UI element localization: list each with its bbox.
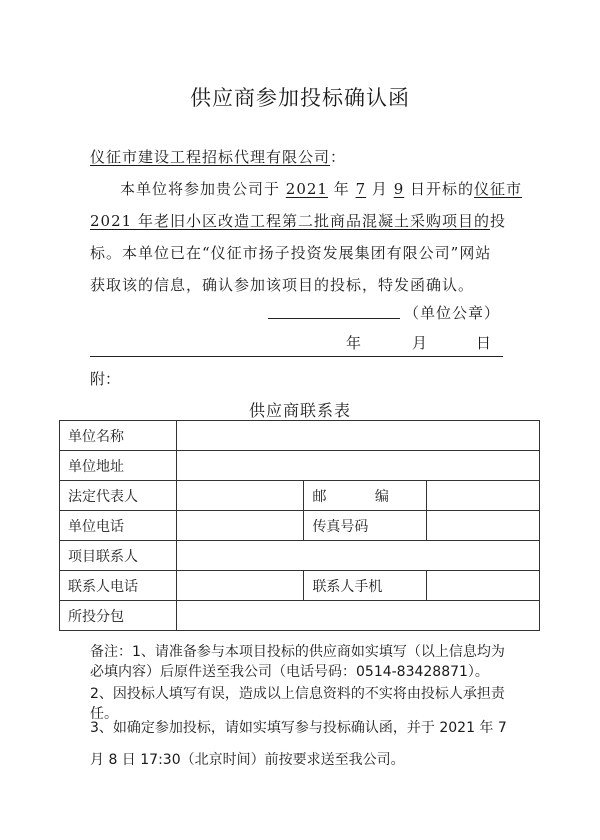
addressee-suffix: ： [330,148,347,166]
body-text: 日开标的 [410,180,475,198]
month-unit: 月 [371,180,388,198]
row-label: 所投分包 [60,601,177,631]
open-day: 9 [393,180,405,198]
addressee-name: 仪征市建设工程招标代理有限公司 [90,148,331,166]
year-unit: 年 [333,180,350,198]
seal-signature-line [268,318,400,319]
project-name-part-1: 仪征市 [474,180,523,198]
contact-mobile-field[interactable] [427,571,540,601]
legal-rep-field[interactable] [176,481,304,511]
note-1-line-1: 备注：1、请准备参与本项目投标的供应商如实填写（以上信息均为 [90,644,505,660]
body-line-2 [90,210,510,231]
table-title: 供应商联系表 [248,401,351,420]
lot-field[interactable] [176,601,539,631]
row-label: 单位名称 [60,421,177,451]
body-text: 投 [489,212,506,230]
table-row [60,451,540,481]
unit-address-field[interactable] [176,451,539,481]
body-line-3: 标。本单位已在“仪征市扬子投资发展集团有限公司”网站 [90,244,492,262]
date-year-label: 年 [346,334,362,352]
table-row [60,571,540,601]
body-line-4: 获取该的信息，确认参加该项目的投标，特发函确认。 [90,276,475,294]
open-year: 2021 [285,180,328,198]
row-label: 联系人电话 [60,571,177,601]
body-line-1 [120,178,540,199]
row-label: 法定代表人 [60,481,177,511]
row-label-2: 联系人手机 [304,571,427,601]
table-row [60,481,540,511]
row-label-2: 邮 编 [304,481,427,511]
postcode-field[interactable] [427,481,540,511]
table-row [60,541,540,571]
note-3-line-2: 月 8 日 17:30（北京时间）前按要求送至我公司。 [90,752,405,768]
contact-phone-field[interactable] [176,571,304,601]
row-label: 项目联系人 [60,541,177,571]
table-row [60,601,540,631]
project-name-part-2: 2021 年老旧小区改造工程第二批商品混凝土采购项目的 [90,212,490,230]
table-row [60,511,540,541]
table-row [60,421,540,451]
attachment-label: 附： [90,370,121,388]
note-2-line-1: 2、因投标人填写有误，造成以上信息资料的不实将由投标人承担责 [90,686,505,702]
supplier-contact-table [59,420,540,631]
date-day-label: 日 [476,334,492,352]
row-label: 单位电话 [60,511,177,541]
note-1-line-2: 必填内容）后原件送至我公司（电话号码：0514-83428871）。 [90,664,489,680]
open-month: 7 [355,180,367,198]
document-title: 供应商参加投标确认函 [190,86,410,110]
divider [90,356,503,357]
addressee [90,146,346,167]
unit-phone-field[interactable] [176,511,304,541]
project-contact-field[interactable] [176,541,539,571]
unit-name-field[interactable] [176,421,539,451]
body-text: 本单位将参加贵公司于 [120,180,281,198]
fax-field[interactable] [427,511,540,541]
date-month-label: 月 [412,334,428,352]
row-label: 单位地址 [60,451,177,481]
row-label-2: 传真号码 [304,511,427,541]
note-2-line-2: 任。 [90,706,118,722]
seal-label: （单位公章） [404,304,501,322]
note-3-line-1: 3、如确定参加投标，请如实填写参与投标确认函，并于 2021 年 7 [90,720,507,736]
